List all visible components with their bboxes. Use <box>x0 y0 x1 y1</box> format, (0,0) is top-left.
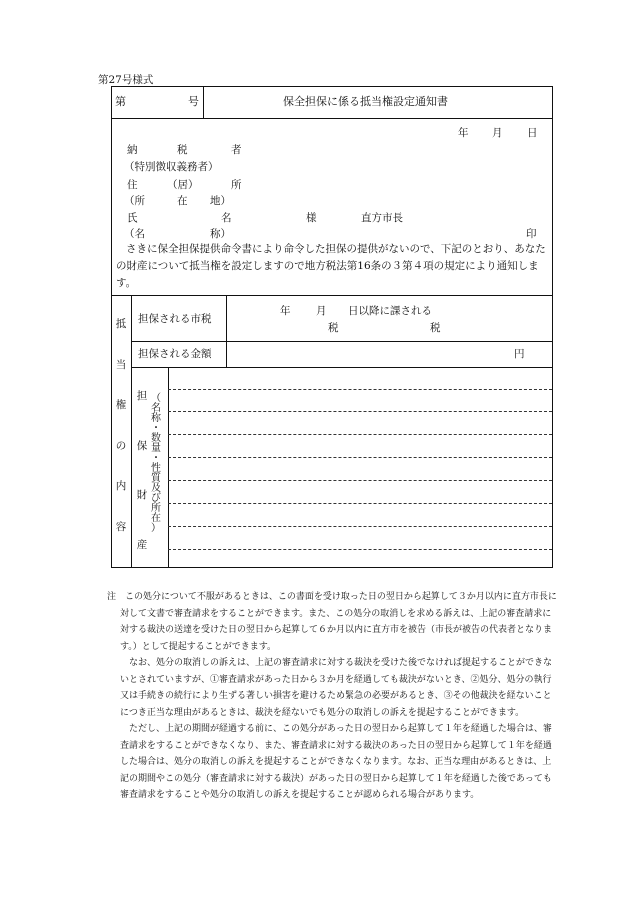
secured-tax-type-2: 税 <box>430 322 441 334</box>
side-label-divider <box>131 295 132 568</box>
honorific: 様 <box>306 212 317 224</box>
taxpayer-label-2: 税 <box>177 144 188 156</box>
seal-mark: 印 <box>526 228 537 240</box>
property-line <box>168 411 552 412</box>
property-line <box>168 526 552 527</box>
section-divider <box>111 295 553 296</box>
property-line <box>168 549 552 550</box>
document-title: 保全担保に係る抵当権設定通知書 <box>283 95 448 108</box>
note-mark: 注 <box>107 592 117 602</box>
location-label-2: 在 <box>177 195 188 207</box>
address-label-3: 所 <box>231 179 242 191</box>
property-line <box>168 457 552 458</box>
address-label-2: （居） <box>167 179 199 191</box>
title-name-label-1: （名 <box>124 228 145 240</box>
form-number: 第27号様式 <box>98 74 154 86</box>
note-paragraph-1: 注 この処分について不服があるときは、この書面を受け取った日の翌日から起算して３か月以内に直方市長に対して文書で審査請求をすることができます。また、この処分の取消しを求める訴えは、上記の審査請求に対する裁決の送達を受けた日の翌日から起算して６か月以内に直方市を被告（市長が被告の代表者となります。）として提起することができます。 <box>107 592 557 652</box>
name-label-1: 氏 <box>127 212 138 224</box>
intro-text: さきに保全担保提供命令書により命令した担保の提供がないので、下記のとおり、あなたの財産について抵当権を設定しますので地方税法第16条の３第４項の規定により通知します。 <box>116 243 546 289</box>
taxpayer-label-1: 納 <box>127 144 138 156</box>
side-label: 抵 当 権 の 内 容 <box>115 318 127 533</box>
date-month: 月 <box>492 127 503 139</box>
secured-tax-type-1: 税 <box>328 322 339 334</box>
number-cell-divider <box>203 86 204 118</box>
label-column-divider <box>226 295 227 367</box>
address-label-1: 住 <box>127 179 138 191</box>
amount-row-divider <box>131 367 553 368</box>
number-label-right: 号 <box>188 95 199 108</box>
name-label-2: 名 <box>221 212 232 224</box>
location-label-1: （所 <box>124 195 145 207</box>
secured-tax-month: 月 <box>316 305 327 317</box>
number-label-left: 第 <box>115 95 126 108</box>
taxpayer-label-3: 者 <box>231 144 242 156</box>
secured-tax-year: 年 <box>280 305 291 317</box>
notes <box>107 589 557 804</box>
location-label-3: 地） <box>210 195 231 207</box>
date-year: 年 <box>458 127 469 139</box>
special-collector-label: （特別徴収義務者） <box>124 161 219 173</box>
secured-amount-label: 担保される金額 <box>138 348 212 360</box>
property-line <box>168 480 552 481</box>
title-name-label-2: 称） <box>210 228 231 240</box>
note-paragraph-3: ただし、上記の期間が経過する前に、この処分があった日の翌日から起算して１年を経過した場合は、審査請求をすることができなくなり、また、審査請求に対する裁決のあった日の翌日から起算して１年を経過した場合は、処分の取消しの訴えを提起することができなくなります。なお、正当な理由があるときは、上記の期間やこの処分（審査請求に対する裁決）があった日の翌日から起算して１年を経過した後であっても審査請求をすることや処分の取消しの訴えを提起することが認められる場合があります。 <box>120 724 552 800</box>
property-label-divider <box>168 367 169 568</box>
header-divider <box>111 118 553 119</box>
date-day: 日 <box>527 127 538 139</box>
secured-tax-label: 担保される市税 <box>138 313 212 325</box>
tax-row-divider <box>131 341 553 342</box>
property-line <box>168 434 552 435</box>
property-label: 担 保 財 産 <box>136 390 148 551</box>
property-line <box>168 389 552 390</box>
issuer-name: 直方市長 <box>361 212 403 224</box>
secured-tax-since: 日以降に課される <box>348 305 432 317</box>
note-paragraph-2: なお、処分の取消しの訴えは、上記の審査請求に対する裁決を受けた後でなければ提起することができないとされていますが、①審査請求があった日から３か月を経過しても裁決がないとき、②処分、処分の執行又は手続きの続行により生ずる著しい損害を避けるため緊急の必要があるとき、③その他裁決を経ないことにつき正当な理由があるときは、裁決を経ないでも処分の取消しの訴えを提起することができます。 <box>120 658 553 718</box>
yen-unit: 円 <box>514 348 525 360</box>
property-detail: （ 名 称 ・ 数 量 ・ 性 質 及 び 所 在 ） <box>151 393 161 534</box>
property-line <box>168 503 552 504</box>
